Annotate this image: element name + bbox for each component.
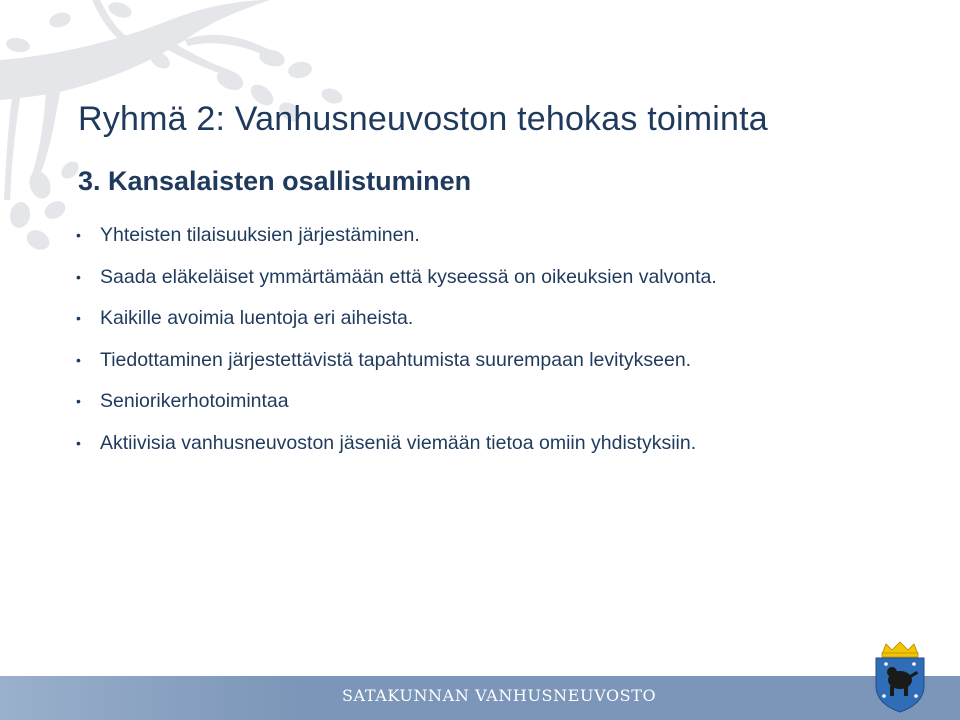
bullet-item (76, 388, 717, 430)
bullet-item (76, 347, 717, 389)
bullet-text: Seniorikerhotoimintaa (100, 390, 289, 412)
bullet-marker: • (76, 351, 81, 368)
bullet-marker: • (76, 434, 81, 451)
bullet-item (76, 222, 717, 264)
bullet-marker: • (76, 393, 81, 409)
bullet-marker: • (76, 310, 81, 326)
bullet-item (76, 264, 717, 306)
bullet-text: Aktiivisia vanhusneuvoston jäseniä viemään tietoa omiin yhdistyksiin. (100, 431, 697, 454)
slide-subtitle: 3. Kansalaisten osallistuminen (78, 166, 472, 196)
footer-organization: SATAKUNNAN VANHUSNEUVOSTO (342, 686, 657, 705)
bullet-text: Kaikille avoimia luentoja eri aiheista. (100, 307, 414, 329)
bullet-text: Saada eläkeläiset ymmärtämään että kyseessä on oikeuksien valvonta. (100, 265, 717, 288)
bullet-text: Tiedottaminen järjestettävistä tapahtumista suurempaan levitykseen. (100, 348, 692, 371)
bullet-marker: • (76, 227, 81, 243)
footer-bar-gradient (0, 676, 300, 720)
bullet-text: Yhteisten tilaisuuksien järjestäminen. (100, 224, 420, 246)
slide-title: Ryhmä 2: Vanhusneuvoston tehokas toiminta (78, 100, 768, 138)
bullet-item (76, 305, 717, 347)
bullet-list (76, 222, 717, 471)
bullet-marker: • (76, 268, 81, 285)
satakunta-coat-of-arms-icon (870, 640, 930, 714)
bullet-item (76, 430, 717, 472)
